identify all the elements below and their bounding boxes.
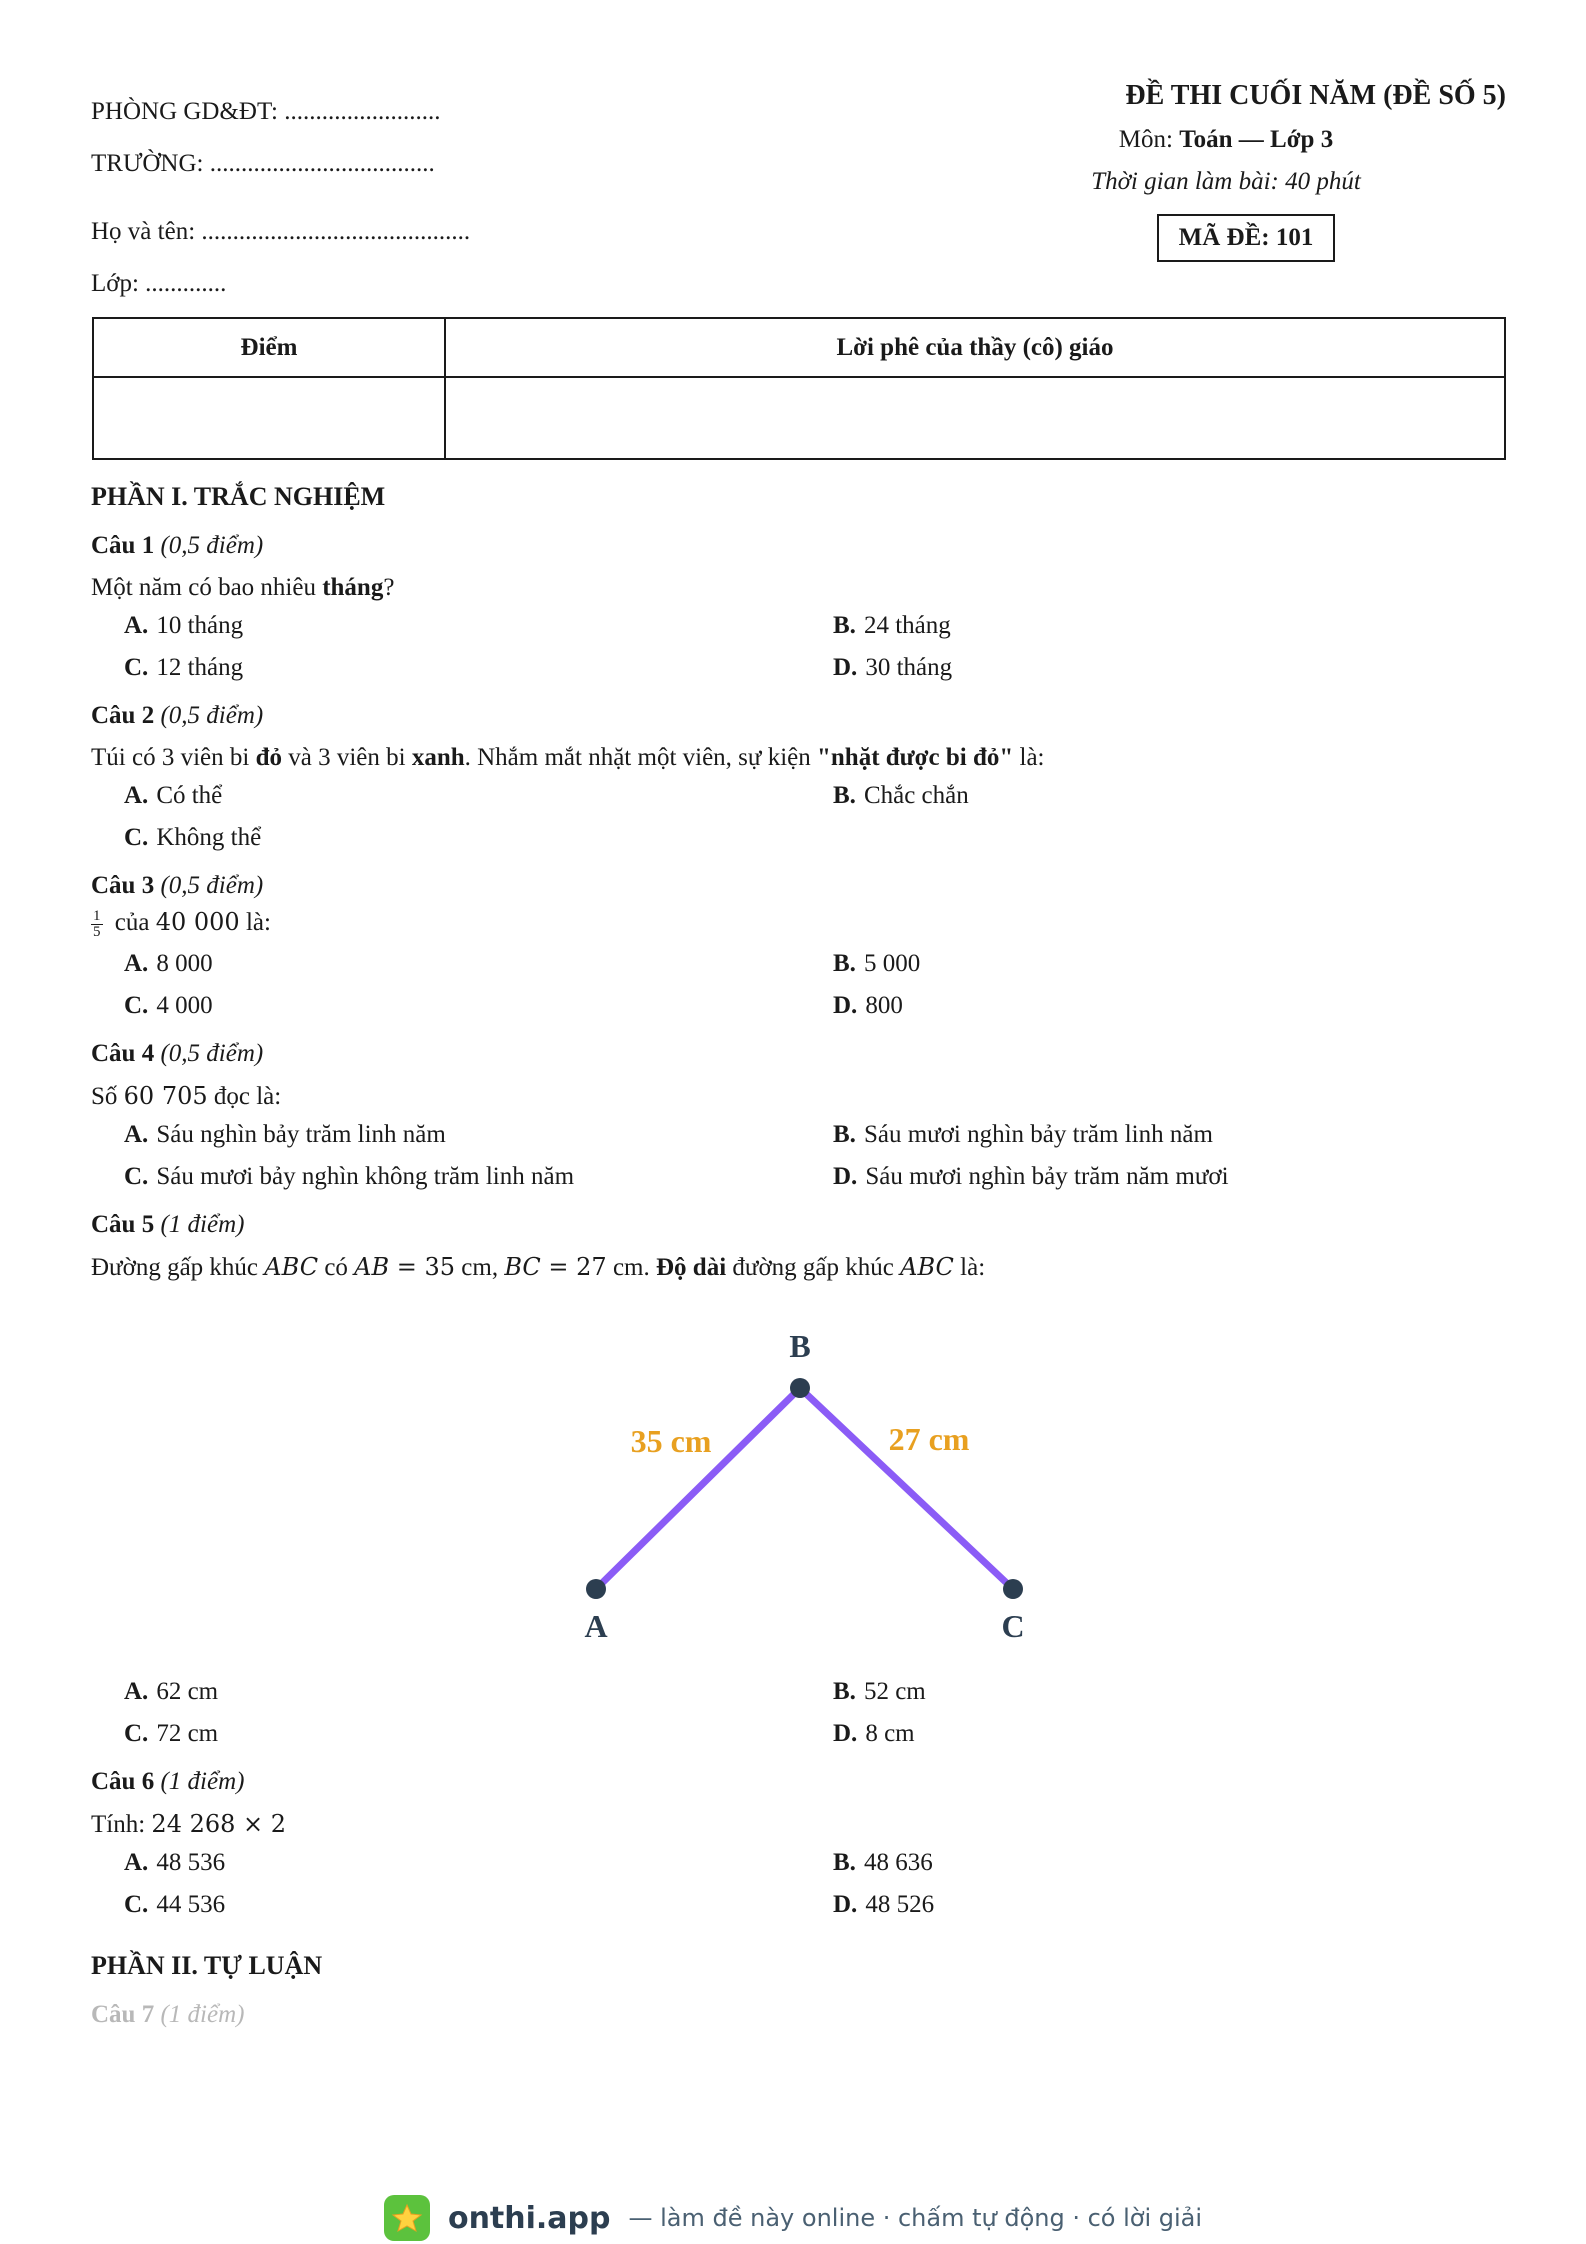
comment-cell: [445, 377, 1505, 459]
option-b[interactable]: B. 48 636: [833, 1848, 933, 1876]
fade-overlay: [0, 2100, 1586, 2200]
question-4-text: Số 60 705 đọc là:: [91, 1081, 282, 1110]
option-a[interactable]: A. 62 cm: [124, 1677, 219, 1705]
length-bc: 27 cm: [888, 1420, 970, 1457]
exam-code: MÃ ĐỀ: 101: [1157, 214, 1336, 262]
option-c[interactable]: C. 72 cm: [124, 1719, 219, 1747]
question-6-text: Tính: 24 268 × 2: [91, 1809, 287, 1838]
fraction: $\frac{1}{5}$: [93, 907, 101, 940]
question-1-text: Một năm có bao nhiêu tháng?: [91, 574, 395, 601]
exam-title: ĐỀ THI CUỐI NĂM (ĐỀ SỐ 5): [1125, 80, 1506, 111]
dept-field: PHÒNG GD&ĐT: .........................: [91, 98, 441, 125]
question-3-text: $\frac{1}{5}$ của 40 000 là:: [93, 907, 271, 940]
question-2-header: Câu 2 (0,5 điểm): [91, 702, 264, 729]
option-a[interactable]: A. Có thể: [124, 782, 223, 809]
polyline-svg: [91, 1282, 1511, 1678]
option-b[interactable]: B. Chắc chắn: [833, 782, 969, 809]
segment-bc: [800, 1388, 1013, 1589]
school-field: TRƯỜNG: ....................................: [91, 150, 435, 177]
question-1-options: [124, 612, 1511, 682]
brand-name[interactable]: onthi.app: [447, 2200, 611, 2236]
question-3-options: [124, 950, 1511, 1020]
exam-content: [91, 482, 1511, 2029]
question-3-header: Câu 3 (0,5 điểm): [91, 872, 264, 899]
option-c[interactable]: C. 4 000: [124, 991, 213, 1019]
point-b: [790, 1378, 810, 1398]
exam-header: [946, 80, 1506, 262]
option-c[interactable]: C. 12 tháng: [124, 654, 244, 681]
score-cell: [93, 377, 445, 459]
option-a[interactable]: A. Sáu nghìn bảy trăm linh năm: [124, 1120, 446, 1148]
question-5-text: Đường gấp khúc ABC có AB = 35 cm, BC = 27 cm. Độ dài đường gấp khúc ABC là:: [91, 1252, 986, 1281]
question-2-text: Túi có 3 viên bi đỏ và 3 viên bi xanh. Nhắm mắt nhặt một viên, sự kiện "nhặt được bi đỏ" là:: [91, 744, 1045, 771]
score-header: Điểm: [93, 318, 445, 377]
exam-duration: Thời gian làm bài: 40 phút: [1091, 168, 1361, 195]
question-1-header: Câu 1 (0,5 điểm): [91, 532, 264, 559]
question-7-header: Câu 7 (1 điểm): [91, 2000, 245, 2028]
label-c: C: [1001, 1607, 1025, 1644]
option-a[interactable]: A. 10 tháng: [124, 612, 244, 639]
label-a: A: [584, 1607, 608, 1644]
comment-header: Lời phê của thầy (cô) giáo: [445, 318, 1505, 377]
question-4-header: Câu 4 (0,5 điểm): [91, 1039, 264, 1067]
option-d[interactable]: D. 48 526: [833, 1890, 935, 1918]
option-b[interactable]: B. 52 cm: [833, 1677, 926, 1705]
option-c[interactable]: C. Sáu mươi bảy nghìn không trăm linh năm: [124, 1162, 575, 1190]
label-b: B: [789, 1327, 811, 1364]
question-5-options: [124, 1678, 1511, 1748]
option-c[interactable]: C. Không thể: [124, 824, 262, 851]
name-field: Họ và tên: ...........................................: [91, 218, 471, 245]
option-d[interactable]: D. 30 tháng: [833, 654, 953, 681]
option-a[interactable]: A. 8 000: [124, 949, 213, 977]
exam-subject: Môn: Toán — Lớp 3: [1118, 126, 1334, 153]
question-2-options: [124, 782, 1511, 852]
option-d[interactable]: D. 800: [833, 991, 903, 1019]
part2-heading: PHẦN II. TỰ LUẬN: [91, 1950, 323, 1980]
question-6-options: [124, 1849, 1511, 1919]
segment-ab: [596, 1388, 800, 1589]
question-4-options: [124, 1121, 1511, 1191]
polyline-diagram: [91, 1282, 1511, 1678]
footer-banner[interactable]: [0, 2192, 1586, 2244]
footer-tagline: — làm đề này online · chấm tự động · có lời giải: [628, 2204, 1203, 2232]
star-icon: [384, 2195, 430, 2241]
option-b[interactable]: B. Sáu mươi nghìn bảy trăm linh năm: [833, 1120, 1213, 1148]
option-d[interactable]: D. 8 cm: [833, 1719, 915, 1747]
point-a: [586, 1579, 606, 1599]
option-b[interactable]: B. 24 tháng: [833, 612, 951, 639]
student-info: [91, 85, 470, 309]
option-d[interactable]: D. Sáu mươi nghìn bảy trăm năm mươi: [833, 1162, 1229, 1190]
option-a[interactable]: A. 48 536: [124, 1848, 226, 1876]
score-table: [92, 317, 1506, 460]
part1-heading: PHẦN I. TRẮC NGHIỆM: [91, 482, 386, 511]
question-6-header: Câu 6 (1 điểm): [91, 1767, 245, 1795]
option-c[interactable]: C. 44 536: [124, 1890, 226, 1918]
point-c: [1003, 1579, 1023, 1599]
option-b[interactable]: B. 5 000: [833, 949, 921, 977]
length-ab: 35 cm: [630, 1422, 712, 1459]
question-5-header: Câu 5 (1 điểm): [91, 1210, 245, 1238]
class-field: Lớp: .............: [91, 270, 227, 297]
